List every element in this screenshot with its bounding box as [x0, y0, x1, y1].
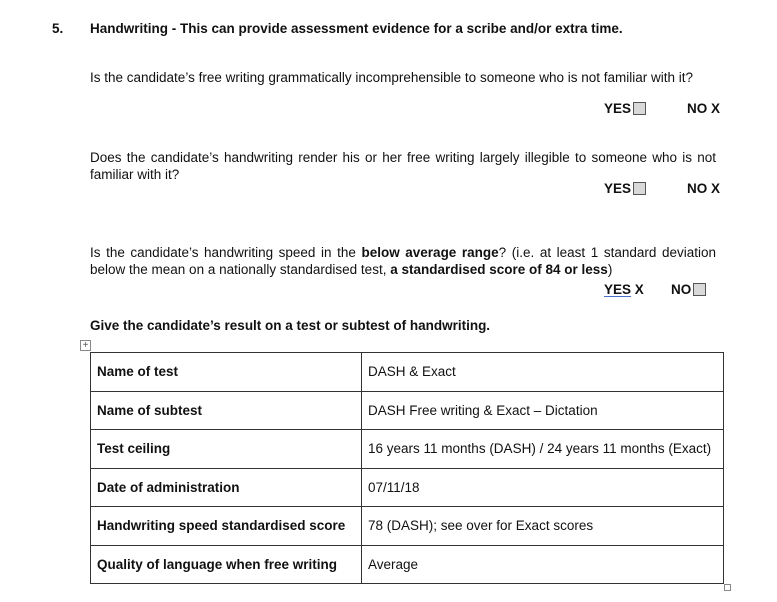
question-3-part: ): [607, 262, 613, 277]
no-label: NO: [671, 282, 692, 297]
table-row: [91, 430, 724, 469]
row-label[interactable]: Name of subtest: [91, 391, 362, 430]
yes-label: YES: [604, 101, 632, 116]
row-value[interactable]: 78 (DASH); see over for Exact scores: [362, 507, 724, 546]
section-heading: Handwriting - This can provide assessment evidence for a scribe and/or extra time.: [90, 21, 623, 36]
table-row: [91, 391, 724, 430]
table-row: [91, 353, 724, 392]
question-3-part: ? (i.e. at least 1 standard deviation below the mean on a nationally standardised test,: [90, 245, 716, 277]
row-value[interactable]: Average: [362, 545, 724, 584]
question-2-yes[interactable]: [604, 181, 646, 196]
table-row: [91, 507, 724, 546]
row-label[interactable]: Test ceiling: [91, 430, 362, 469]
move-icon[interactable]: +: [80, 340, 91, 351]
question-2-text: Does the candidate’s handwriting render his or her free writing largely illegible to someone who is not familiar with it?: [90, 150, 716, 182]
yes-mark: X: [634, 282, 644, 297]
question-1-yes[interactable]: [604, 101, 646, 116]
row-label[interactable]: Name of test: [91, 353, 362, 392]
results-prompt: Give the candidate’s result on a test or subtest of handwriting.: [90, 318, 491, 333]
row-label[interactable]: Handwriting speed standardised score: [91, 507, 362, 546]
question-3-part: Is the candidate’s handwriting speed in the: [90, 245, 362, 260]
row-label[interactable]: Quality of language when free writing: [91, 545, 362, 584]
resize-icon[interactable]: [724, 584, 731, 591]
section-number: 5.: [52, 21, 64, 36]
yes-checkbox[interactable]: [633, 182, 646, 195]
yes-checkbox[interactable]: [633, 102, 646, 115]
row-value[interactable]: 16 years 11 months (DASH) / 24 years 11 months (Exact): [362, 430, 724, 469]
question-3-text: [90, 244, 716, 278]
question-3-emphasis: a standardised score of 84 or less: [390, 262, 608, 277]
question-1-text: Is the candidate’s free writing grammatically incomprehensible to someone who is not familiar with it?: [90, 70, 694, 85]
row-label[interactable]: Date of administration: [91, 468, 362, 507]
yes-label: YES: [604, 282, 632, 297]
table-row: [91, 545, 724, 584]
no-checkbox[interactable]: [693, 283, 706, 296]
question-3-emphasis: below average range: [361, 245, 499, 260]
question-2-no[interactable]: NO X: [687, 181, 721, 196]
question-3-yes[interactable]: [604, 282, 644, 297]
question-3-no[interactable]: [671, 282, 706, 297]
question-1-no[interactable]: NO X: [687, 101, 721, 116]
row-value[interactable]: DASH Free writing & Exact – Dictation: [362, 391, 724, 430]
row-value[interactable]: DASH & Exact: [362, 353, 724, 392]
yes-label: YES: [604, 181, 632, 196]
table-row: [91, 468, 724, 507]
row-value[interactable]: 07/11/18: [362, 468, 724, 507]
results-table: [90, 352, 724, 584]
